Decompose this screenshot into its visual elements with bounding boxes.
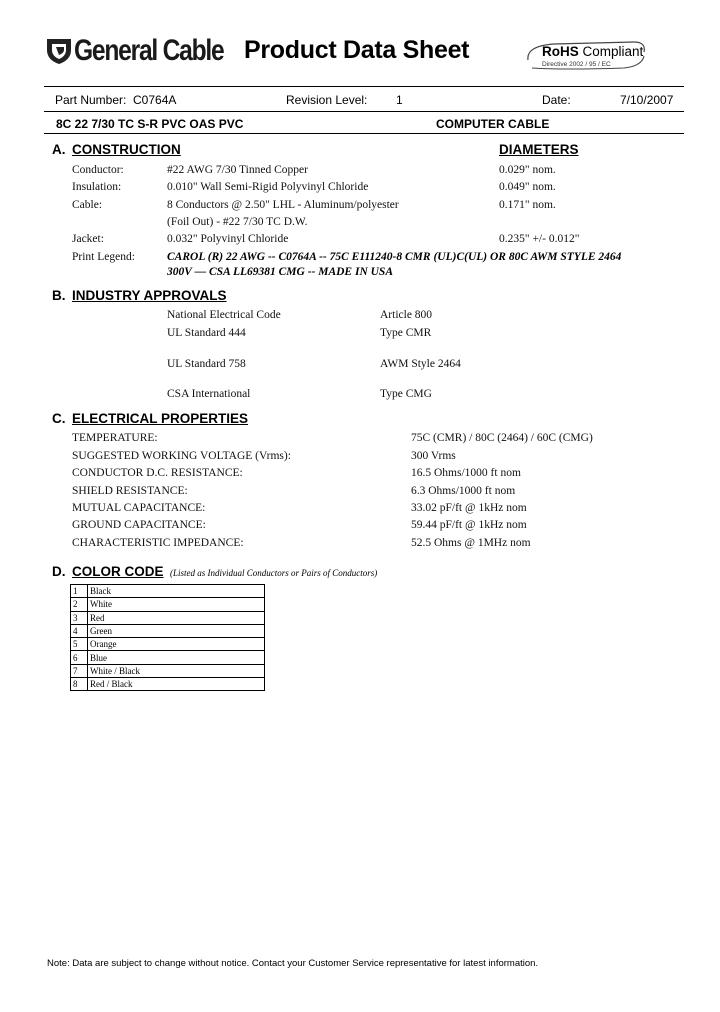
table-row <box>71 611 265 624</box>
approval-name: CSA International <box>167 388 251 400</box>
date-value: 7/10/2007 <box>620 93 674 107</box>
print-legend-line-1: CAROL (R) 22 AWG -- C0764A -- 75C E111240-8 CMR (UL)C(UL) OR 80C AWM STYLE 2464 <box>167 251 622 263</box>
conductor-number: 2 <box>71 598 88 611</box>
electrical-property-name: GROUND CAPACITANCE: <box>72 519 206 531</box>
construction-label: Insulation: <box>72 181 122 193</box>
electrical-property-name: CHARACTERISTIC IMPEDANCE: <box>72 537 244 549</box>
conductor-color: White <box>88 598 265 611</box>
construction-value: 0.010" Wall Semi-Rigid Polyvinyl Chloride <box>167 181 369 193</box>
conductor-number: 4 <box>71 624 88 637</box>
rohs-badge <box>528 42 648 70</box>
conductor-number: 8 <box>71 678 88 691</box>
construction-value: 8 Conductors @ 2.50" LHL - Aluminum/polyester <box>167 199 399 211</box>
construction-value: #22 AWG 7/30 Tinned Copper <box>167 164 308 176</box>
section-a-letter: A. <box>52 142 66 157</box>
construction-value: 0.032" Polyvinyl Chloride <box>167 233 289 245</box>
date-label: Date: <box>542 93 571 107</box>
construction-label: Jacket: <box>72 233 104 245</box>
part-number-label: Part Number: <box>55 93 127 107</box>
rohs-directive: Directive 2002 / 95 / EC <box>542 61 611 68</box>
approvals-heading: INDUSTRY APPROVALS <box>72 288 227 303</box>
table-row <box>71 598 265 611</box>
electrical-property-value: 75C (CMR) / 80C (2464) / 60C (CMG) <box>411 432 593 444</box>
electrical-property-name: CONDUCTOR D.C. RESISTANCE: <box>72 467 243 479</box>
section-c-letter: C. <box>52 411 66 426</box>
electrical-property-value: 300 Vrms <box>411 450 456 462</box>
general-cable-shield-icon <box>44 36 74 66</box>
approval-name: UL Standard 758 <box>167 358 246 370</box>
electrical-property-name: SHIELD RESISTANCE: <box>72 485 188 497</box>
construction-label: Conductor: <box>72 164 124 176</box>
print-legend-line-2: 300V — CSA LL69381 CMG -- MADE IN USA <box>167 266 393 278</box>
conductor-color: Orange <box>88 638 265 651</box>
electrical-property-value: 6.3 Ohms/1000 ft nom <box>411 485 516 497</box>
conductor-number: 6 <box>71 651 88 664</box>
conductor-color: Red / Black <box>88 678 265 691</box>
conductor-number: 7 <box>71 664 88 677</box>
page-title: Product Data Sheet <box>244 36 470 64</box>
footer-note: Note: Data are subject to change without notice. Contact your Customer Service representative for latest information. <box>47 958 539 969</box>
conductor-number: 3 <box>71 611 88 624</box>
construction-heading: CONSTRUCTION <box>72 142 181 157</box>
approval-value: Type CMR <box>380 327 432 339</box>
print-legend-label: Print Legend: <box>72 251 135 263</box>
diameter-value: 0.171" nom. <box>499 199 556 211</box>
product-divider <box>44 133 684 134</box>
conductor-color: Green <box>88 624 265 637</box>
table-row <box>71 638 265 651</box>
part-number-value: C0764A <box>133 93 177 107</box>
approval-value: Article 800 <box>380 309 433 321</box>
approval-name: National Electrical Code <box>167 309 281 321</box>
header-divider <box>44 86 684 87</box>
diameter-value: 0.049" nom. <box>499 181 556 193</box>
revision-value: 1 <box>396 93 403 107</box>
conductor-color: Blue <box>88 651 265 664</box>
rohs-text: RoHS Compliant <box>542 44 644 59</box>
electrical-property-name: TEMPERATURE: <box>72 432 158 444</box>
electrical-property-value: 59.44 pF/ft @ 1kHz nom <box>411 519 527 531</box>
color-code-table <box>70 584 265 691</box>
construction-value-continued: (Foil Out) - #22 7/30 TC D.W. <box>167 216 308 228</box>
conductor-color: White / Black <box>88 664 265 677</box>
section-d-letter: D. <box>52 564 66 579</box>
logo-text: General Cable <box>74 34 224 67</box>
approval-name: UL Standard 444 <box>167 327 246 339</box>
table-row <box>71 678 265 691</box>
product-description: 8C 22 7/30 TC S-R PVC OAS PVC <box>56 117 244 131</box>
color-code-note: (Listed as Individual Conductors or Pairs of Conductors) <box>170 568 378 578</box>
table-row <box>71 651 265 664</box>
electrical-property-value: 33.02 pF/ft @ 1kHz nom <box>411 502 527 514</box>
table-row <box>71 664 265 677</box>
color-code-heading: COLOR CODE <box>72 564 164 579</box>
electrical-property-name: MUTUAL CAPACITANCE: <box>72 502 206 514</box>
product-type: COMPUTER CABLE <box>436 117 550 131</box>
conductor-color: Red <box>88 611 265 624</box>
conductor-color: Black <box>88 585 265 598</box>
conductor-number: 1 <box>71 585 88 598</box>
electrical-property-value: 16.5 Ohms/1000 ft nom <box>411 467 521 479</box>
conductor-number: 5 <box>71 638 88 651</box>
info-divider <box>44 111 684 112</box>
electrical-property-name: SUGGESTED WORKING VOLTAGE (Vrms): <box>72 450 291 462</box>
table-row <box>71 585 265 598</box>
approval-value: AWM Style 2464 <box>380 358 461 370</box>
section-b-letter: B. <box>52 288 66 303</box>
electrical-heading: ELECTRICAL PROPERTIES <box>72 411 249 426</box>
diameter-value: 0.029" nom. <box>499 164 556 176</box>
diameter-value: 0.235" +/- 0.012" <box>499 233 580 245</box>
table-row <box>71 624 265 637</box>
revision-label: Revision Level: <box>286 93 368 107</box>
construction-label: Cable: <box>72 199 103 211</box>
company-logo <box>44 34 256 68</box>
approval-value: Type CMG <box>380 388 432 400</box>
diameters-heading: DIAMETERS <box>499 142 579 157</box>
electrical-property-value: 52.5 Ohms @ 1MHz nom <box>411 537 531 549</box>
